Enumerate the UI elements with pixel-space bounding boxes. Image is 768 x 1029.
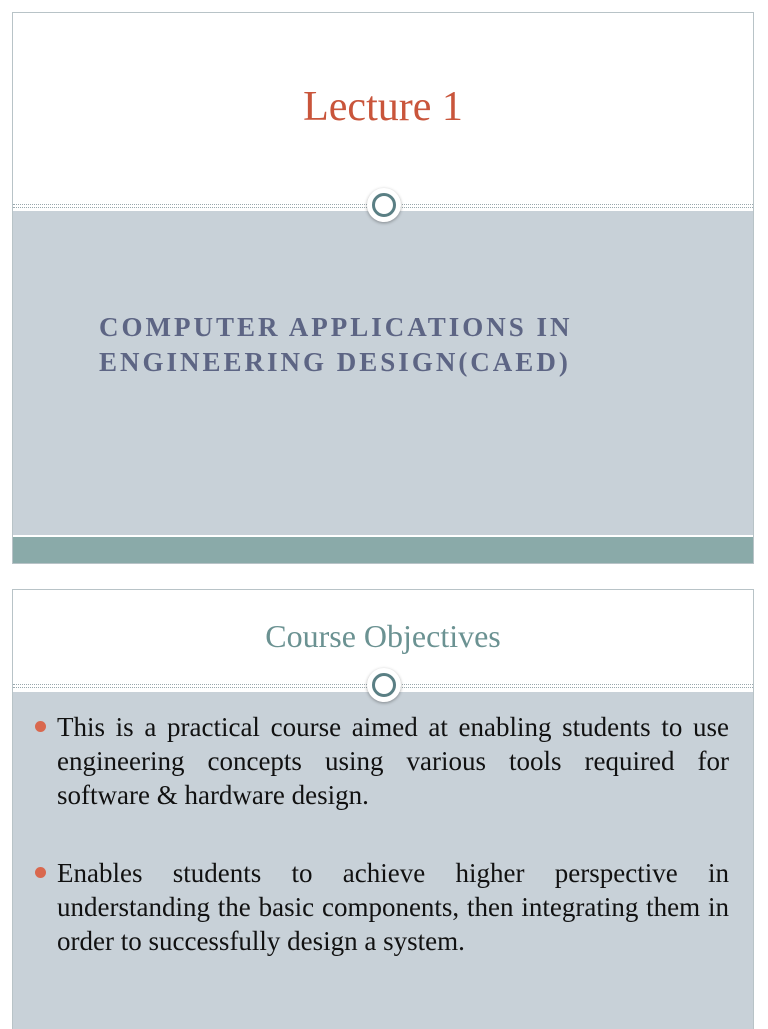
course-subtitle: [99, 310, 573, 380]
slide-title: Lecture 1: [303, 84, 463, 130]
title-slide: [12, 12, 754, 564]
bullet-text: This is a practical course aimed at enabling students to use engineering concepts using various tools required for software & hardware design.: [57, 712, 729, 810]
objectives-slide: [12, 589, 754, 1029]
bullet-text: Enables students to achieve higher perspective in understanding the basic components, then integrating them in order to successfully design a system.: [57, 858, 729, 956]
slide-header: [13, 13, 753, 204]
bullet-dot-icon: [35, 867, 46, 878]
bullet-list: [35, 710, 729, 1002]
circle-marker-icon: [367, 188, 401, 222]
circle-marker-icon: [367, 668, 401, 702]
footer-band: [13, 537, 753, 563]
list-item: [35, 710, 729, 812]
bullet-dot-icon: [35, 721, 46, 732]
subtitle-line-1: COMPUTER APPLICATIONS IN: [99, 312, 573, 342]
slide-title: Course Objectives: [265, 618, 501, 654]
list-item: [35, 856, 729, 958]
subtitle-line-2: ENGINEERING DESIGN(CAED): [99, 347, 571, 377]
